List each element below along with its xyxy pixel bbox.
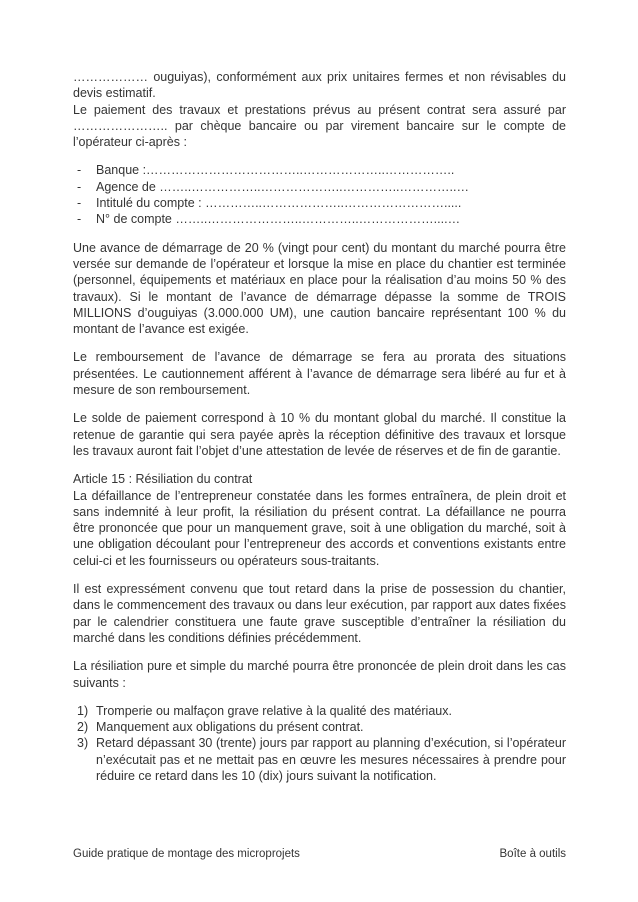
block-paragraph — [73, 410, 566, 459]
page-footer — [73, 848, 566, 860]
article-heading: Article 15 : Résiliation du contrat — [73, 472, 253, 487]
paragraph: ……………… ouguiyas), conformément aux prix unitaires fermes et non révisables du devis estimatif. — [73, 70, 566, 101]
paragraph: La défaillance de l’entrepreneur constatée dans les formes entraînera, de plein droit et sans indemnité à leur profit, la résiliation du présent contrat. La défaillance ne pourra être prononcée que pour un manquement grave, soit à une obligation du marché, soit à une obligation découlant pour l’entrepreneur des accords et conventions existants entre celui-ci et les fournisseurs ou opérateurs sous-traitants. — [73, 488, 566, 568]
footer-right-text: Boîte à outils — [499, 848, 566, 860]
list-item-text: Tromperie ou malfaçon grave relative à la qualité des matériaux. — [96, 703, 452, 718]
list-marker: - — [77, 196, 82, 211]
dash-list-item — [73, 179, 566, 195]
block-paragraph — [73, 581, 566, 646]
block-heading_paragraph — [73, 471, 566, 569]
list-item-text: Intitulé du compte : …………..………………..……………………..... — [96, 196, 462, 211]
paragraph: La résiliation pure et simple du marché pourra être prononcée de plein droit dans les cas suivants : — [73, 659, 566, 690]
block-numbered_list — [73, 703, 566, 784]
paragraph: Il est expressément convenu que tout retard dans la prise de possession du chantier, dans le commencement des travaux ou dans leur exécution, par rapport aux dates fixées par le calendrier constituera une faute grave susceptible d’entraîner la résiliation du marché dans les conditions définies précédemment. — [73, 582, 566, 645]
numbered-list-item — [73, 719, 566, 735]
document-blocks — [73, 69, 566, 784]
dash-list-item — [73, 195, 566, 211]
list-item-text: Manquement aux obligations du présent contrat. — [96, 720, 364, 735]
block-paragraph — [73, 349, 566, 398]
list-marker: - — [77, 212, 82, 227]
dash-list-item — [73, 162, 566, 178]
block-paragraph — [73, 658, 566, 691]
block-paragraphs — [73, 69, 566, 150]
list-marker: 1) — [77, 703, 89, 718]
paragraph: Le solde de paiement correspond à 10 % du montant global du marché. Il constitue la retenue de garantie qui sera payée après la réception définitive des travaux et lorsque les travaux auront fait l’objet d’une attestation de levée de réserves et de fin de garantie. — [73, 411, 566, 458]
list-marker: 3) — [77, 736, 89, 751]
paragraph: Une avance de démarrage de 20 % (vingt pour cent) du montant du marché pourra être versée sur demande de l’opérateur et lorsque la mise en place du chantier est terminée (personnel, équipements et matériaux en place pour la réalisation d’au moins 50 % des travaux). Si le montant de l’avance de démarrage dépasse la somme de TROIS MILLIONS d’ouguiyas (3.000.000 UM), une caution bancaire représentant 100 % du montant de l’avance est exigée. — [73, 240, 566, 337]
list-item-text: Retard dépassant 30 (trente) jours par rapport au planning d’exécution, si l’opérateur n’exécutait pas et ne mettait pas en œuvre les mesures nécessaires à prendre pour réduire ce retard dans les 10 (dix) jours suivant la notification. — [96, 736, 566, 783]
block-paragraph — [73, 240, 566, 338]
list-marker: - — [77, 179, 82, 194]
numbered-list-item — [73, 703, 566, 719]
dash-list-item — [73, 211, 566, 227]
document-page — [73, 69, 566, 784]
list-marker: 2) — [77, 720, 89, 735]
paragraph: Le remboursement de l’avance de démarrage se fera au prorata des situations présentées. Le cautionnement afférent à l’avance de démarrage sera libéré au fur et à mesure de son remboursement. — [73, 350, 566, 398]
block-dash_list — [73, 162, 566, 227]
list-item-text: Agence de ……..……………..………………..…………..…………..… — [96, 179, 469, 194]
paragraph: Le paiement des travaux et prestations prévus au présent contrat sera assuré par ………………….. par chèque bancaire ou par virement bancaire sur le compte de l’opérateur ci-après : — [73, 102, 566, 150]
footer-left-text: Guide pratique de montage des microprojets — [73, 848, 300, 860]
list-marker: - — [77, 163, 82, 178]
list-item-text: N° de compte ……..…………………..…………..………………....… — [96, 212, 461, 227]
numbered-list-item — [73, 735, 566, 784]
list-item-text: Banque :………………………………..………………..…………….. — [96, 163, 455, 178]
